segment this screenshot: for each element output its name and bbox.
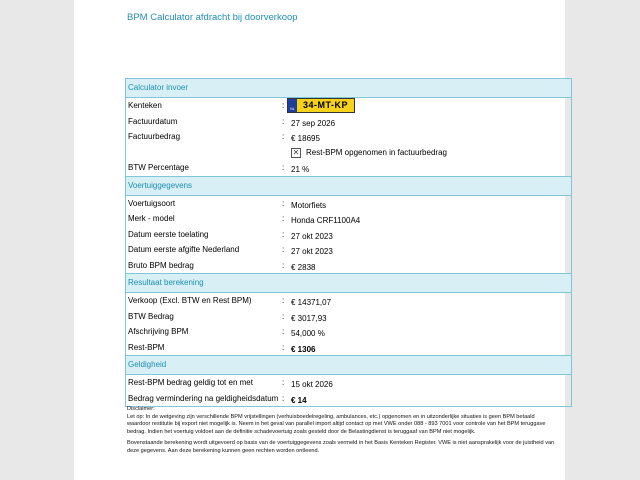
disclaimer-title: Disclaimer: <box>127 406 155 412</box>
colon: : <box>282 214 285 223</box>
factuurbedrag-label: Factuurbedrag <box>128 132 181 141</box>
btw-percentage-value: 21 % <box>291 165 310 174</box>
row-rest-bpm-checkbox <box>126 145 571 161</box>
btw-bedrag-label: BTW Bedrag <box>128 311 174 321</box>
rest-bpm-checkbox-label: Rest-BPM opgenomen in factuurbedrag <box>306 147 447 157</box>
row-geldig-tot <box>126 375 571 391</box>
colon: : <box>282 296 285 305</box>
colon: : <box>282 311 285 321</box>
row-eerste-afgifte <box>126 242 571 258</box>
rest-bpm-checkbox[interactable]: ✕ <box>292 147 300 157</box>
page-panel <box>74 0 565 480</box>
colon: : <box>282 327 285 336</box>
rest-bpm-label: Rest-BPM <box>128 342 165 352</box>
kenteken-label: Kenteken <box>128 101 162 110</box>
eerste-afgifte-value: 27 okt 2023 <box>291 247 333 256</box>
btw-bedrag-value: € 3017,93 <box>291 313 327 323</box>
verkoop-label: Verkoop (Excl. BTW en Rest BPM) <box>128 296 252 305</box>
colon: : <box>282 229 285 239</box>
colon: : <box>282 116 285 126</box>
factuurbedrag-value: € 18695 <box>291 134 320 143</box>
eerste-afgifte-label: Datum eerste afgifte Nederland <box>128 245 240 254</box>
page-title: BPM Calculator afdracht bij doorverkoop <box>127 12 298 23</box>
colon: : <box>282 260 285 270</box>
license-plate <box>287 98 355 113</box>
afschrijving-value: 54,000 % <box>291 329 325 338</box>
rest-bpm-value: € 1306 <box>291 344 316 354</box>
section-header-resultaat: Resultaat berekening <box>126 273 571 293</box>
row-merk-model <box>126 211 571 227</box>
merk-model-label: Merk - model <box>128 214 175 223</box>
plate-number: 34-MT-KP <box>297 99 354 112</box>
colon: : <box>282 163 285 172</box>
section-header-geldigheid: Geldigheid <box>126 355 571 375</box>
section-header-invoer: Calculator invoer <box>126 79 571 98</box>
eerste-toelating-value: 27 okt 2023 <box>291 231 333 241</box>
bruto-bpm-label: Bruto BPM bedrag <box>128 260 194 270</box>
colon: : <box>282 198 285 208</box>
factuurdatum-value: 27 sep 2026 <box>291 118 336 128</box>
row-btw-percentage <box>126 160 571 176</box>
btw-percentage-label: BTW Percentage <box>128 163 189 172</box>
colon: : <box>282 393 285 403</box>
afschrijving-label: Afschrijving BPM <box>128 327 189 336</box>
colon: : <box>282 342 285 352</box>
plate-country: NL <box>288 99 297 112</box>
section-header-voertuig: Voertuiggegevens <box>126 176 571 196</box>
row-rest-bpm <box>126 340 571 356</box>
calculator-table <box>125 78 572 407</box>
merk-model-value: Honda CRF1100A4 <box>291 216 361 225</box>
disclaimer <box>127 406 557 460</box>
colon: : <box>282 378 285 387</box>
verkoop-value: € 14371,07 <box>291 298 332 307</box>
eerste-toelating-label: Datum eerste toelating <box>128 229 209 239</box>
row-afschrijving <box>126 324 571 340</box>
voertuigsoort-value: Motorfiets <box>291 200 327 210</box>
row-eerste-toelating <box>126 227 571 243</box>
disclaimer-paragraph-2: Bovenstaande berekening wordt uitgevoerd op basis van de voertuiggegevens zoals vermeld in het Basis Kenteken Register. VWE is niet aansprakelijk voor de juistheid van deze gegevens. Aan deze berekening kunnen geen rechten worden ontleend. <box>127 440 555 454</box>
disclaimer-paragraph-1: Let op: In de wetgeving zijn verschillende BPM vrijstellingen (verhuisboedelregeling, ambulances, etc.) opgenomen en in uitzonderlijke situaties is geen BPM betaald waardoor restitutie bij export niet mogelijk is. Neem in het geval van parallel import altijd contact op met VWE onder 088 - 893 7001 voor controle van het BPM teruggave bedrag. Indien het voertuig voldoet aan de definitie schadevoertuig zoals gesteld door de Belastingdienst is teruggaaf van BPM niet mogelijk. <box>127 413 546 435</box>
colon: : <box>282 101 285 110</box>
row-kenteken <box>126 98 571 114</box>
vermindering-value: € 14 <box>291 395 307 405</box>
colon: : <box>282 245 285 254</box>
geldig-tot-value: 15 okt 2026 <box>291 380 333 389</box>
factuurdatum-label: Factuurdatum <box>128 116 178 126</box>
geldig-tot-label: Rest-BPM bedrag geldig tot en met <box>128 378 253 387</box>
colon: : <box>282 132 285 141</box>
row-vermindering <box>126 391 571 407</box>
vermindering-label: Bedrag vermindering na geldigheidsdatum <box>128 393 279 403</box>
row-verkoop <box>126 293 571 309</box>
row-btw-bedrag <box>126 309 571 325</box>
row-bruto-bpm <box>126 258 571 274</box>
row-factuurbedrag <box>126 129 571 145</box>
row-voertuigsoort <box>126 196 571 212</box>
voertuigsoort-label: Voertuigsoort <box>128 198 176 208</box>
row-factuurdatum <box>126 114 571 130</box>
bruto-bpm-value: € 2838 <box>291 262 316 272</box>
